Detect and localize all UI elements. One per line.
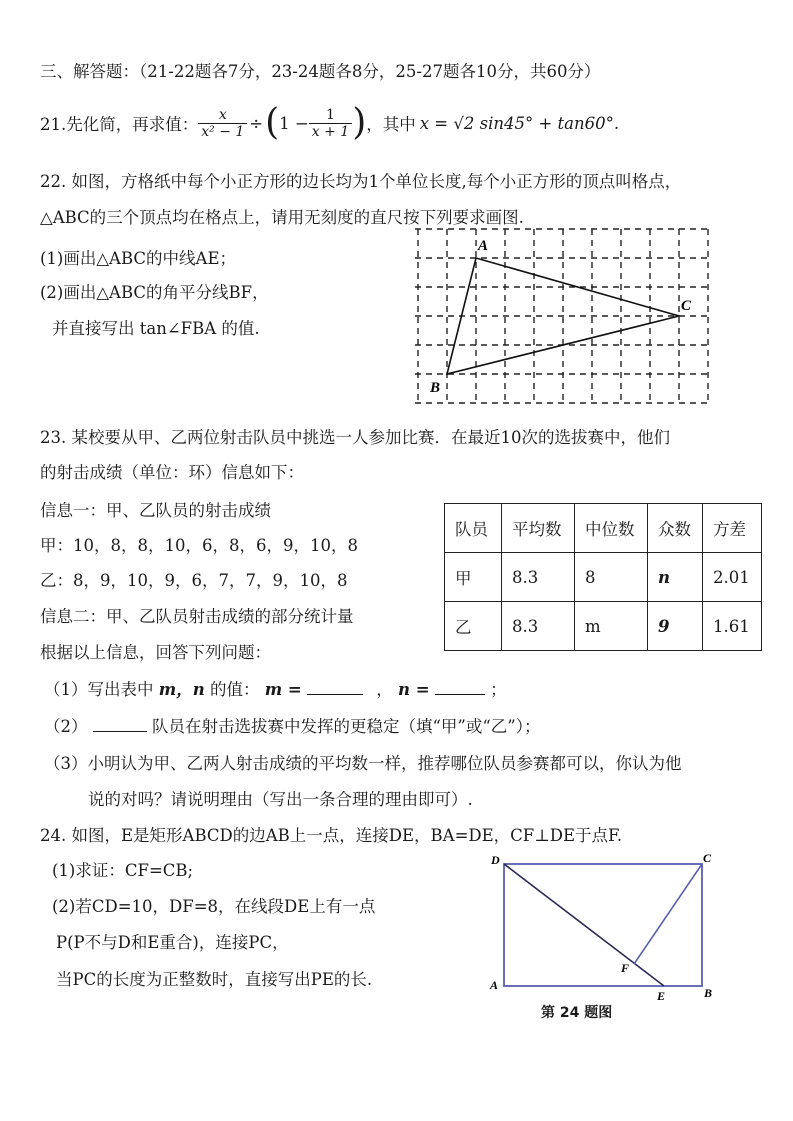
q22-grid-figure xyxy=(410,226,715,408)
label-b: B xyxy=(430,380,441,396)
n-answer-blank[interactable] xyxy=(435,694,485,695)
table-cell: 1.61 xyxy=(703,602,762,651)
q21-right-paren: ) xyxy=(352,102,367,143)
q23-answer-intro: 根据以上信息，回答下列问题： xyxy=(40,643,271,662)
q23-sub2-text-a: （2） xyxy=(44,717,88,736)
section-heading: 三、解答题：（21-22题各7分，23-24题各8分，25-27题各10分，共60分） xyxy=(40,62,601,81)
label-c2: C xyxy=(703,851,712,865)
q22-part2b: 并直接写出 tan∠FBA 的值. xyxy=(52,319,260,338)
q22-part1: (1)画出△ABC的中线AE； xyxy=(40,249,236,268)
q23-jia-scores: 甲：10，8，8，10，6，8，6，9，10，8 xyxy=(40,536,358,555)
table-row xyxy=(445,553,762,602)
label-f: F xyxy=(621,961,630,975)
table-header: 队员 xyxy=(445,504,502,553)
q23-sub2 xyxy=(44,713,541,737)
q22-grid-lines xyxy=(415,229,710,403)
q24-figure-caption: 第 24 题图 xyxy=(541,1005,613,1021)
q21-frac2-denominator: x + 1 xyxy=(311,123,350,140)
table-header: 方差 xyxy=(703,504,762,553)
label-a2: A xyxy=(490,978,499,992)
q21-expression: x = √2 sin45° + tan60°. xyxy=(419,113,620,133)
q24-part2c: 当PC的长度为正整数时，直接写出PE的长. xyxy=(56,970,373,989)
q23-sub1-n-label: n = xyxy=(398,680,430,699)
q21-left-paren: ( xyxy=(265,102,280,143)
q23-sub1-end: ； xyxy=(490,680,507,699)
q23-sub3-line2: 说的对吗？请说明理由（写出一条合理的理由即可）. xyxy=(88,790,473,809)
q24-part2: (2)若CD=10，DF=8，在线段DE上有一点 xyxy=(52,897,376,916)
label-b2: B xyxy=(704,986,713,1000)
q24-part2b: P(P不与D和E重合)，连接PC， xyxy=(56,933,289,952)
table-cell: 2.01 xyxy=(703,553,762,602)
segment-de xyxy=(504,864,664,986)
q21-fraction-1 xyxy=(198,107,247,140)
q21-divide: ÷ xyxy=(249,113,264,133)
q23-stats-table xyxy=(444,503,762,651)
q21-fraction-2 xyxy=(309,107,352,140)
question-21 xyxy=(40,100,619,146)
q21-frac1-denominator: x² − 1 xyxy=(201,123,245,140)
q24-rectangle-figure xyxy=(484,848,724,1004)
rectangle-abcd xyxy=(504,864,702,986)
q23-info2: 信息二：甲、乙队员射击成绩的部分统计量 xyxy=(40,607,354,626)
q23-sub2-text-b: 队员在射击选拔赛中发挥的更稳定（填“甲”或“乙”）； xyxy=(152,717,541,736)
m-answer-blank[interactable] xyxy=(307,694,363,695)
q21-prefix: 21.先化简，再求值： xyxy=(40,115,199,134)
q21-frac1-numerator: x xyxy=(198,107,247,124)
q23-sub1-text-b: 的值： xyxy=(209,680,260,699)
table-header: 中位数 xyxy=(575,504,648,553)
label-e: E xyxy=(657,989,666,1003)
q23-sub1-m-label: m = xyxy=(264,680,302,699)
q24-line1: 24. 如图，E是矩形ABCD的边AB上一点，连接DE，BA=DE，CF⊥DE于点F. xyxy=(40,826,623,845)
q24-part1: (1)求证：CF=CB; xyxy=(52,861,194,880)
table-cell: 甲 xyxy=(445,553,502,602)
segment-cf xyxy=(634,864,702,964)
table-cell: 8.3 xyxy=(502,553,575,602)
q21-frac2-numerator: 1 xyxy=(309,107,352,124)
table-header-row xyxy=(445,504,762,553)
q22-line2: △ABC的三个顶点均在格点上，请用无刻度的直尺按下列要求画图. xyxy=(40,208,524,227)
q23-yi-scores: 乙：8，9，10，9，6，7，7，9，10，8 xyxy=(40,571,348,590)
q23-info1: 信息一：甲、乙队员的射击成绩 xyxy=(40,501,271,520)
label-c: C xyxy=(681,298,692,314)
table-cell: 8 xyxy=(575,553,648,602)
stable-player-blank[interactable] xyxy=(93,731,147,732)
table-cell: n xyxy=(648,553,703,602)
table-header: 平均数 xyxy=(502,504,575,553)
table-row xyxy=(445,602,762,651)
q23-sub3-line1: （3）小明认为甲、乙两人射击成绩的平均数一样，推荐哪位队员参赛都可以，你认为他 xyxy=(44,754,682,773)
table-cell: 9 xyxy=(648,602,703,651)
label-a: A xyxy=(478,238,489,254)
q23-sub1-text-a: （1）写出表中 xyxy=(44,680,154,699)
q23-sub1-vars: m，n xyxy=(158,680,205,699)
q23-sub1: （1）写出表中 m，n 的值： m = ， n = ； xyxy=(44,680,507,699)
q22-line1: 22. 如图，方格纸中每个小正方形的边长均为1个单位长度,每个小正方形的顶点叫格点， xyxy=(40,172,682,191)
q21-one-minus: 1 − xyxy=(279,113,309,133)
q23-line2: 的射击成绩（单位：环）信息如下： xyxy=(40,463,304,482)
q21-where: ，其中 xyxy=(366,115,416,134)
label-d: D xyxy=(491,853,500,867)
q22-part2: (2)画出△ABC的角平分线BF， xyxy=(40,283,269,302)
table-cell: 8.3 xyxy=(502,602,575,651)
table-header: 众数 xyxy=(648,504,703,553)
q23-line1: 23. 某校要从甲、乙两位射击队员中挑选一人参加比赛．在最近10次的选拔赛中，他们 xyxy=(40,428,670,447)
table-cell: m xyxy=(575,602,648,651)
table-cell: 乙 xyxy=(445,602,502,651)
